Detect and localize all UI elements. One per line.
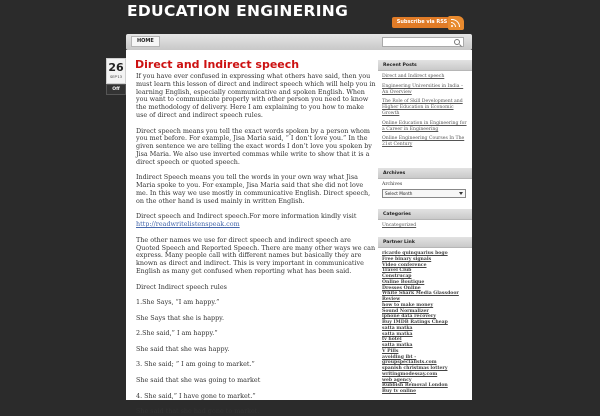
- partner-link[interactable]: tv hotel: [382, 337, 402, 343]
- date-day: 26: [108, 61, 124, 74]
- recent-post-link[interactable]: Engineering Universities in India – An Overview: [382, 83, 464, 95]
- rss-icon[interactable]: [448, 16, 464, 30]
- recent-posts-title: Recent Posts: [378, 60, 472, 71]
- search-icon[interactable]: [454, 39, 460, 45]
- post-paragraph: She said that she was happy.: [136, 344, 230, 353]
- partner-link[interactable]: Sound Normalizer: [382, 308, 429, 314]
- post-paragraph: She said that she was going to market: [136, 376, 261, 385]
- archives-title: Archives: [378, 168, 472, 179]
- partner-link[interactable]: web agency: [382, 377, 412, 383]
- partner-link[interactable]: Travel Club: [382, 268, 412, 274]
- date-month: SEP'13: [110, 75, 122, 79]
- post-paragraph: [136, 213, 376, 229]
- comments-off-badge: Off: [106, 84, 126, 95]
- partner-link[interactable]: Review: [382, 297, 401, 302]
- recent-post-link[interactable]: Direct and Indirect speech: [382, 74, 445, 79]
- partner-link[interactable]: iphone data recovery: [382, 314, 436, 320]
- partner-link[interactable]: writingmodessay.com: [382, 371, 438, 377]
- nav-home-link[interactable]: HOME: [131, 36, 160, 47]
- partner-link[interactable]: ricardo quinquarius bogo: [382, 251, 448, 256]
- post-paragraph: Indirect Speech means you tell the words in your own way what Jisa Maria spoke to you. For example, Jisa Maria said that she did not love me. In this way we use mostly in communicative English. Direct speech, on the other hand is used mainly in written English.: [136, 173, 371, 205]
- rss-label[interactable]: Subscribe via RSS: [392, 17, 452, 28]
- partner-link[interactable]: how to make money: [382, 302, 434, 308]
- archives-label: Archives: [382, 182, 403, 187]
- partner-link[interactable]: Buy IMDB Ratings Cheap: [382, 320, 448, 325]
- recent-posts-widget: [378, 60, 472, 152]
- partner-links-title: Partner Link: [378, 237, 472, 248]
- post-paragraph: The other names we use for direct speech and indirect speech are Quoted Speech and Reported Speech. There are many other ways we can express. Many people call with different names but basically they are known as direct and indirect. This is very important in communicative English as many get confused when reporting what has been said.: [136, 235, 376, 275]
- partner-link[interactable]: avoiding ibt -: [382, 354, 417, 360]
- post-paragraph: She said that she had gone to market.: [136, 407, 260, 416]
- post-paragraph: 4. She said,” I have gone to market.”: [136, 391, 256, 400]
- visit-link[interactable]: http://readwritelistenspeak.com: [136, 220, 240, 229]
- post-paragraph: 3. She said; ” I am going to market.”: [136, 360, 255, 369]
- site-header: [0, 0, 600, 34]
- partner-link[interactable]: V Pills: [382, 348, 399, 354]
- post-text: Direct speech and Indirect speech.For more information kindly visit: [136, 212, 357, 221]
- post-paragraph: If you have ever confused in expressing what others have said, then you must learn this lesson of direct and indirect speech which will help you in learning English, especially communicative and spoken English. When you want to communicate properly with other person you need to know the methodology of delivery. Here I am explaining to you how to make use of direct and indirect speech rules.: [136, 72, 376, 119]
- archives-select[interactable]: Select Month: [382, 189, 466, 198]
- post-body: [136, 73, 376, 416]
- partner-link[interactable]: groupspecialists.com: [382, 360, 437, 366]
- partner-link[interactable]: Online Boutique: [382, 279, 425, 285]
- archives-widget: [378, 168, 472, 198]
- partner-link[interactable]: satta matka: [382, 325, 413, 331]
- recent-post-link[interactable]: Online Education in Engineering for a Career in Engineering: [382, 120, 467, 132]
- partner-link[interactable]: Buy tv online: [382, 389, 417, 394]
- partner-link[interactable]: Free binary signals: [382, 256, 432, 262]
- recent-post-link[interactable]: Online Engineering Courses In The 21st Century: [382, 136, 465, 148]
- category-link[interactable]: Uncategorized: [382, 223, 417, 228]
- partner-links-widget: [378, 237, 472, 395]
- post-paragraph: 2.She said,” I am happy.”: [136, 329, 218, 338]
- search-input[interactable]: [382, 37, 464, 47]
- partner-link[interactable]: Rubbish Removal London: [382, 383, 448, 389]
- post-paragraph: 1.She Says, “I am happy.”: [136, 298, 220, 307]
- post-paragraph: Direct speech means you tell the exact words spoken by a person whom you met before. For example, Jisa Maria said, “ I don’t love you.” In the given sentence we are telling the exact words I don’t love you spoken by Jisa Maria. We also use inverted commas while write to show that it is a direct speech or quoted speech.: [136, 126, 372, 166]
- categories-widget: [378, 209, 472, 231]
- post-paragraph: She Says that she is happy.: [136, 313, 224, 322]
- post-title[interactable]: Direct and Indirect speech: [135, 58, 300, 71]
- site-title[interactable]: EDUCATION ENGINERING: [127, 2, 349, 20]
- partner-link[interactable]: Video conference: [382, 262, 427, 268]
- partner-link[interactable]: satta matka: [382, 343, 413, 348]
- partner-link[interactable]: Construcap: [382, 274, 412, 279]
- partner-link[interactable]: White Shark Media Glassdoor: [382, 291, 459, 297]
- recent-post-link[interactable]: The Role of Skill Development and Higher Education in Economic Growth: [382, 99, 463, 116]
- post-date: [106, 58, 126, 84]
- partner-link[interactable]: spanish christmas lottery: [382, 366, 448, 371]
- post-paragraph: Direct Indirect speech rules: [136, 282, 227, 291]
- categories-title: Categories: [378, 209, 472, 220]
- rss-subscribe-button[interactable]: [392, 16, 468, 30]
- partner-link[interactable]: satta matka: [382, 331, 413, 337]
- partner-link[interactable]: Dresses Online: [382, 285, 421, 291]
- nav-bar: [126, 34, 472, 50]
